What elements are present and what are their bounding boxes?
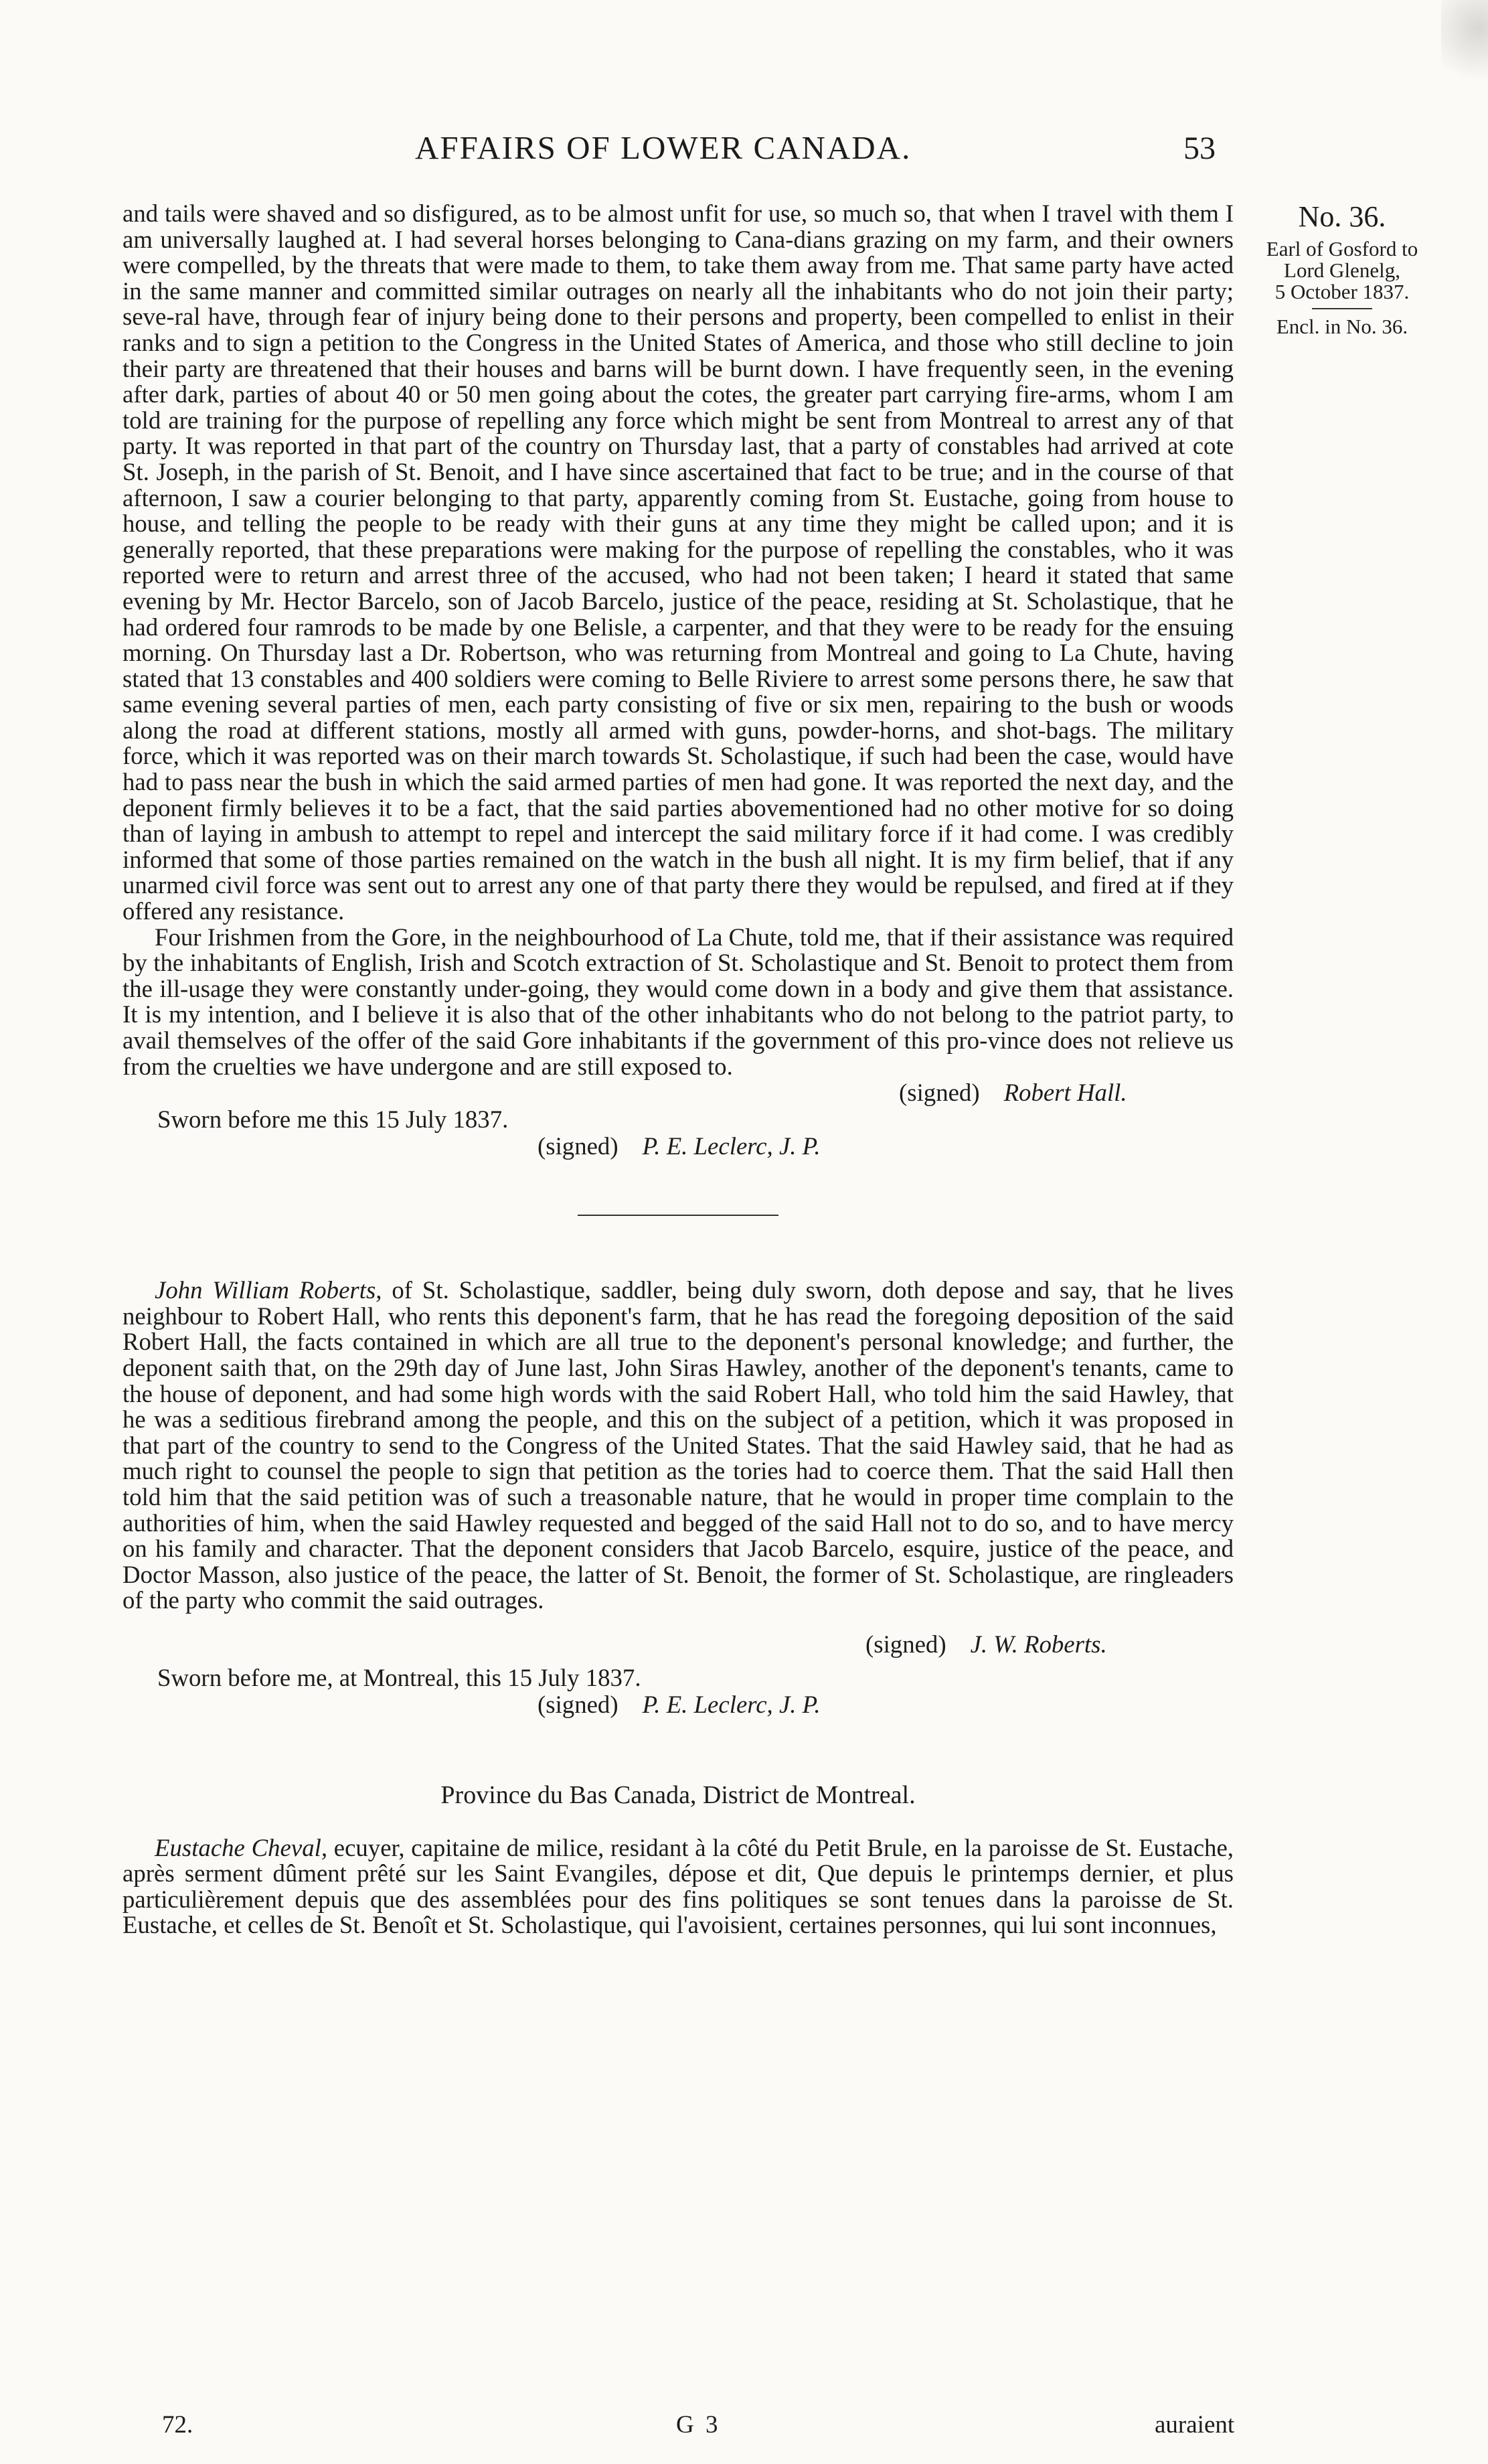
jp-name: P. E. Leclerc, J. P. bbox=[642, 1690, 821, 1718]
margin-note-line1: Earl of Gosford to bbox=[1266, 237, 1418, 260]
deponent-name: John William Roberts, bbox=[155, 1276, 382, 1304]
signature-name: Robert Hall. bbox=[1003, 1079, 1127, 1107]
roberts-jp-signature bbox=[122, 1691, 1234, 1718]
roberts-signature bbox=[122, 1631, 1234, 1658]
province-heading: Province du Bas Canada, District de Montreal. bbox=[440, 1780, 916, 1809]
signature-name: J. W. Roberts. bbox=[970, 1630, 1107, 1658]
sworn-statement: Sworn before me this 15 July 1837. bbox=[157, 1105, 509, 1134]
margin-note-line2: Lord Glenelg, bbox=[1284, 258, 1400, 282]
signed-label: (signed) bbox=[899, 1079, 980, 1107]
deponent-name: Eustache Cheval, bbox=[155, 1833, 328, 1861]
margin-note-enclosure: Encl. in No. 36. bbox=[1276, 315, 1408, 338]
signed-label: (signed) bbox=[538, 1132, 618, 1160]
hall-paragraph-1: and tails were shaved and so disfigured, as to be almost unfit for use, so much so, that when I travel with them I am universally laughed at. I had several horses belonging to Cana-dians grazing on my farm, and their owners were compelled, by the threats that were made to them, to take them away from me. That same party have acted in the same manner and committed similar outrages on nearly all the inhabitants who do not join their party; seve-ral have, through fear of injury being done to their persons and property, been compelled to enlist in their ranks and to sign a petition to the Congress in the United States of America, and those who still decline to join their party are threatened that their houses and barns will be burnt down. I have frequently seen, in the evening after dark, parties of about 40 or 50 men going about the cotes, the greater part carrying fire-arms, whom I am told are training for the purpose of repelling any force which might be sent from Montreal to arrest any of that party. It was reported in that part of the country on Thursday last, that a party of constables had arrived at cote St. Joseph, in the parish of St. Benoit, and I have since ascertained that fact to be true; and in the course of that afternoon, I saw a courier belonging to that party, apparently coming from St. Eustache, going from house to house, and telling the people to be ready with their guns at any time they might be called upon; and it is generally reported, that these preparations were making for the purpose of repelling the constables, who it was reported were to return and arrest three of the accused, who had not been taken; I heard it stated that same evening by Mr. Hector Barcelo, son of Jacob Barcelo, justice of the peace, residing at St. Scholastique, that he had ordered four ramrods to be made by one Belisle, a carpenter, and that they were to be ready for the ensuing morning. On Thursday last a Dr. Robertson, who was returning from Montreal and going to La Chute, having stated that 13 constables and 400 soldiers were coming to Belle Riviere to arrest some persons there, he saw that same evening several parties of men, each party consisting of five or six men, repairing to the bush or woods along the road at different stations, mostly all armed with guns, powder-horns, and shot-bags. The military force, which it was reported was on their march towards St. Scholastique, if such had been the case, would have had to pass near the bush in which the said armed parties of men had gone. It was reported the next day, and the deponent firmly believes it to be a fact, that the said parties abovementioned had no other motive for so doing than of laying in ambush to attempt to repel and intercept the said military force if it had come. I was credibly informed that some of those parties remained on the watch in the bush all night. It is my firm belief, that if any unarmed civil force was sent out to arrest any one of that party there they would be repulsed, and fired at if they offered any resistance. bbox=[122, 200, 1234, 925]
page-number: 53 bbox=[1183, 131, 1216, 166]
margin-note-line3: 5 October 1837. bbox=[1274, 280, 1410, 303]
footer-number: 72. bbox=[162, 2411, 193, 2439]
margin-note-number: No. 36. bbox=[1298, 200, 1386, 233]
page-stain bbox=[1441, 0, 1488, 94]
catchword: auraient bbox=[1155, 2411, 1235, 2439]
page-header bbox=[0, 129, 1488, 175]
cheval-paragraph-1 bbox=[122, 1835, 1234, 1938]
hall-sworn bbox=[122, 1106, 1234, 1133]
margin-note-rule bbox=[1312, 308, 1372, 309]
roberts-sworn bbox=[122, 1665, 1234, 1691]
roberts-text: of St. Scholastique, saddler, being duly sworn, doth depose and say, that he lives neighbour to Robert Hall, who rents this deponent's farm, that he has read the foregoing deposition of the said Robert Hall, the facts contained in which are all true to the deponent's personal knowledge; and further, the deponent saith that, on the 29th day of June last, John Siras Hawley, another of the deponent's tenants, came to the house of deponent, and had some high words with the said Robert Hall, who told him the said Hawley, that he was a seditious firebrand among the people, and this on the subject of a petition, which it was proposed in that part of the country to send to the Congress of the United States. That the said Hawley said, that he had as much right to counsel the people to sign that petition as the tories had to coerce them. That the said Hall then told him that the said petition was of such a treasonable nature, that he would in proper time complain to the authorities of him, when the said Hawley requested and begged of the said Hall not to do so, and to have mercy on his family and character. That the deponent considers that Jacob Barcelo, esquire, justice of the peace, and Doctor Masson, also justice of the peace, the latter of St. Benoit, the former of St. Scholastique, are ringleaders of the party who commit the said outrages. bbox=[122, 1276, 1234, 1614]
signed-label: (signed) bbox=[538, 1690, 618, 1718]
roberts-paragraph-1 bbox=[122, 1278, 1234, 1614]
running-title: AFFAIRS OF LOWER CANADA. bbox=[415, 129, 912, 166]
cheval-text: ecuyer, capitaine de milice, residant à la côté du Petit Brule, en la paroisse de St. Eustache, après serment dûment prêté sur les Saint Evangiles, dépose et dit, Que depuis le printemps dernier, et plus particulièrement depuis que des assemblées pour des fins politiques se sont tenues dans la paroisse de St. Eustache, et celles de St. Benoît et St. Scholastique, qui l'avoisient, certaines personnes, qui lui sont inconnues, bbox=[122, 1833, 1234, 1939]
main-text bbox=[122, 201, 1234, 1938]
hall-paragraph-2: Four Irishmen from the Gore, in the neighbourhood of La Chute, told me, that if their assistance was required by the inhabitants of English, Irish and Scotch extraction of St. Scholastique and St. Benoit to protect them from the ill-usage they were constantly under-going, they would come down in a body and give them that assistance. It is my intention, and I believe it is also that of the other inhabitants who do not belong to the patriot party, to avail themselves of the offer of the said Gore inhabitants if the government of this pro-vince does not relieve us from the cruelties we have undergone and are still exposed to. bbox=[122, 923, 1234, 1080]
jp-name: P. E. Leclerc, J. P. bbox=[642, 1132, 821, 1160]
margin-note bbox=[1242, 201, 1442, 337]
signed-label: (signed) bbox=[865, 1630, 946, 1658]
hall-jp-signature bbox=[122, 1133, 1234, 1160]
hall-signature bbox=[122, 1079, 1234, 1106]
signature-mark: G 3 bbox=[676, 2411, 721, 2439]
sworn-statement: Sworn before me, at Montreal, this 15 July 1837. bbox=[157, 1663, 641, 1691]
page-footer bbox=[0, 2410, 1488, 2444]
